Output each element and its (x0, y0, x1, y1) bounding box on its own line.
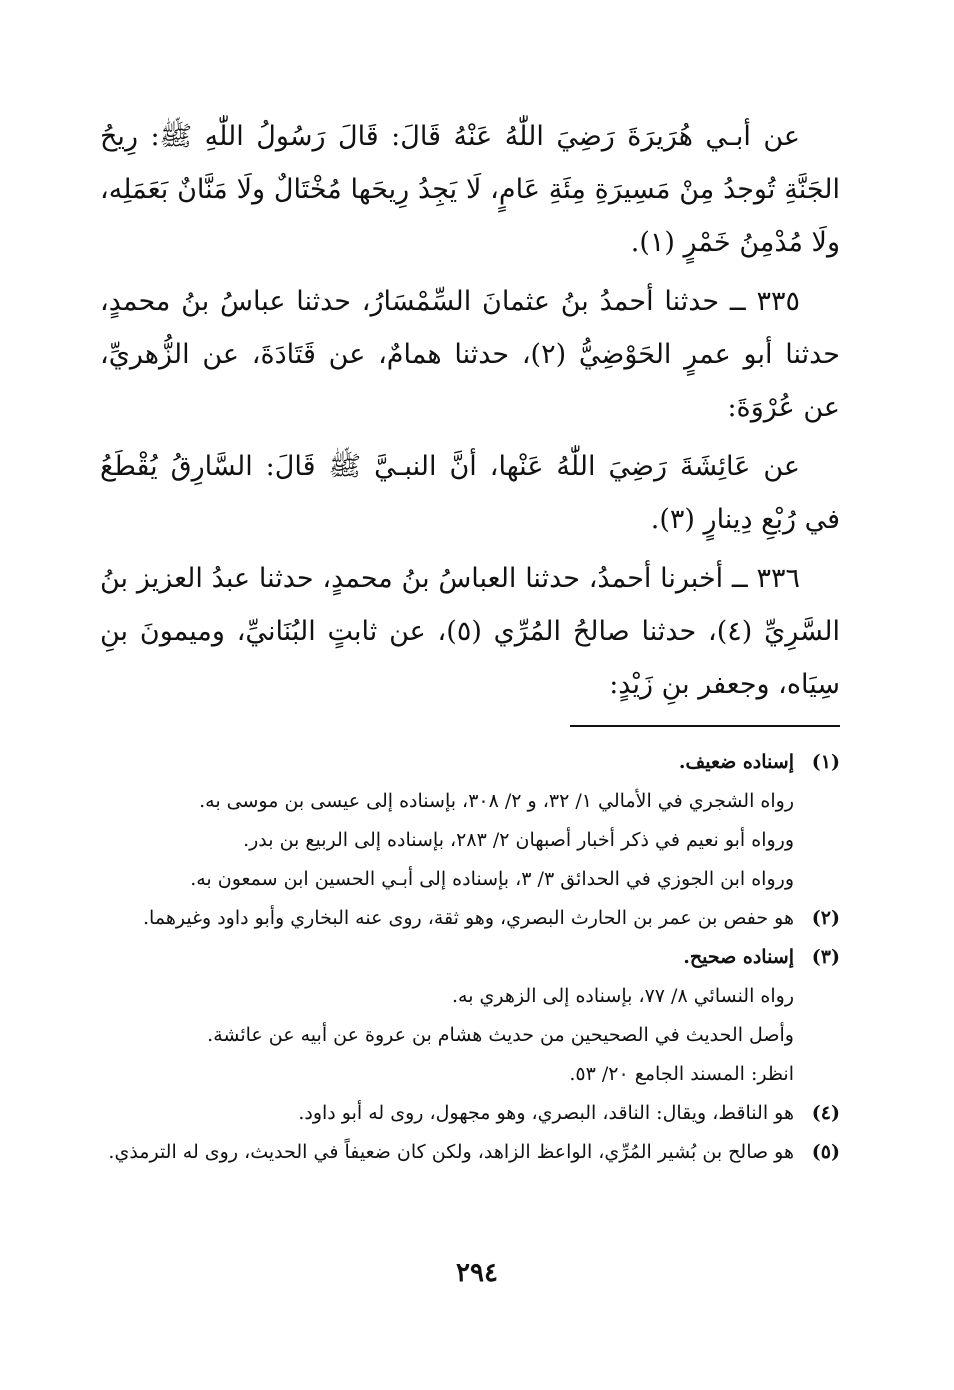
page-number: ٢٩٤ (456, 1258, 498, 1288)
page-content (100, 110, 840, 1172)
footnote-4 (100, 1094, 840, 1133)
footnote-line: انظر: المسند الجامع ٢٠/ ٥٣. (569, 1063, 794, 1085)
footnote-line: رواه الشجري في الأمالي ١/ ٣٢، و ٢/ ٣٠٨، بإسناده إلى عيسى بن موسى به. (199, 790, 794, 812)
paragraph-hadith-text: عن أبـي هُرَيرَةَ رَضِيَ اللّٰهُ عَنْهُ قَالَ: قَالَ رَسُولُ اللّٰهِ ﷺ: رِيحُ الجَنَّةِ تُوجدُ مِنْ مَسِيرَةِ مِئَةِ عَامٍ، لَا يَجِدُ رِيحَها مُخْتَالٌ ولَا مَنَّانٌ بَعَمَلِه، ولَا مُدْمِنُ خَمْرٍ (١). (100, 121, 840, 258)
footnote-body: هو الناقط، ويقال: الناقد، البصري، وهو مجهول، روى له أبو داود. (298, 1102, 794, 1124)
footnote-body (100, 743, 794, 782)
paragraph-336-isnad: ٣٣٦ ــ أخبرنا أحمدُ، حدثنا العباسُ بنُ محمدٍ، حدثنا عبدُ العزيز بنُ السَّرِيِّ (٤)، حدثنا صالحُ المُرِّي (٥)، عن ثابتٍ البُنَانيِّ، وميمونَ بنِ سِيَاه، وجعفر بنِ زَيْدٍ: (100, 563, 840, 700)
footnote-line: رواه النسائي ٨/ ٧٧، بإسناده إلى الزهري به. (452, 985, 794, 1007)
footnote-body: هو صالح بن بُشير المُرِّي، الواعظ الزاهد، ولكن كان ضعيفاً في الحديث، روى له الترمذي. (108, 1141, 794, 1163)
footnote-line: وأصل الحديث في الصحيحين من حديث هشام بن عروة عن أبيه عن عائشة. (207, 1024, 794, 1046)
footnote-2 (100, 899, 840, 938)
footnote-number: (٤) (811, 1102, 840, 1124)
main-text (100, 110, 840, 711)
footnote-line: ورواه ابن الجوزي في الحدائق ٣/ ٣، بإسناده إلى أبـي الحسين ابن سمعون به. (190, 868, 794, 890)
footnote-5 (100, 1133, 840, 1172)
footnote-heading: إسناده صحيح. (683, 946, 794, 968)
footnote-number: (٢) (811, 907, 840, 929)
footnote-number: (٥) (811, 1141, 840, 1163)
footnotes (100, 743, 840, 1172)
footnote-body (100, 938, 794, 977)
footnote-1 (100, 743, 840, 782)
footnote-number: (١) (811, 751, 840, 773)
paragraph-335-isnad: ٣٣٥ ــ حدثنا أحمدُ بنُ عثمانَ السِّمْسَارُ، حدثنا عباسُ بنُ محمدٍ، حدثنا أبو عمرٍ الحَوْضِيُّ (٢)، حدثنا همامٌ، عن قَتَادَةَ، عن الزُّهريِّ، عن عُرْوَةَ: (100, 286, 840, 423)
footnote-body: هو حفص بن عمر بن الحارث البصري، وهو ثقة، روى عنه البخاري وأبو داود وغيرهما. (143, 907, 794, 929)
paragraph-335-matn: عن عَائِشَةَ رَضِيَ اللّٰهُ عَنْها، أنَّ النبـيَّ ﷺ قَالَ: السَّارِقُ يُقْطَعُ في رُبْعِ دِينارٍ (٣). (100, 451, 840, 535)
footnote-heading: إسناده ضعيف. (678, 751, 794, 773)
footnote-divider (570, 725, 840, 727)
footnote-number: (٣) (811, 946, 840, 968)
footnote-3 (100, 938, 840, 977)
footnote-line: ورواه أبو نعيم في ذكر أخبار أصبهان ٢/ ٢٨٣، بإسناده إلى الربيع بن بدر. (243, 829, 794, 851)
